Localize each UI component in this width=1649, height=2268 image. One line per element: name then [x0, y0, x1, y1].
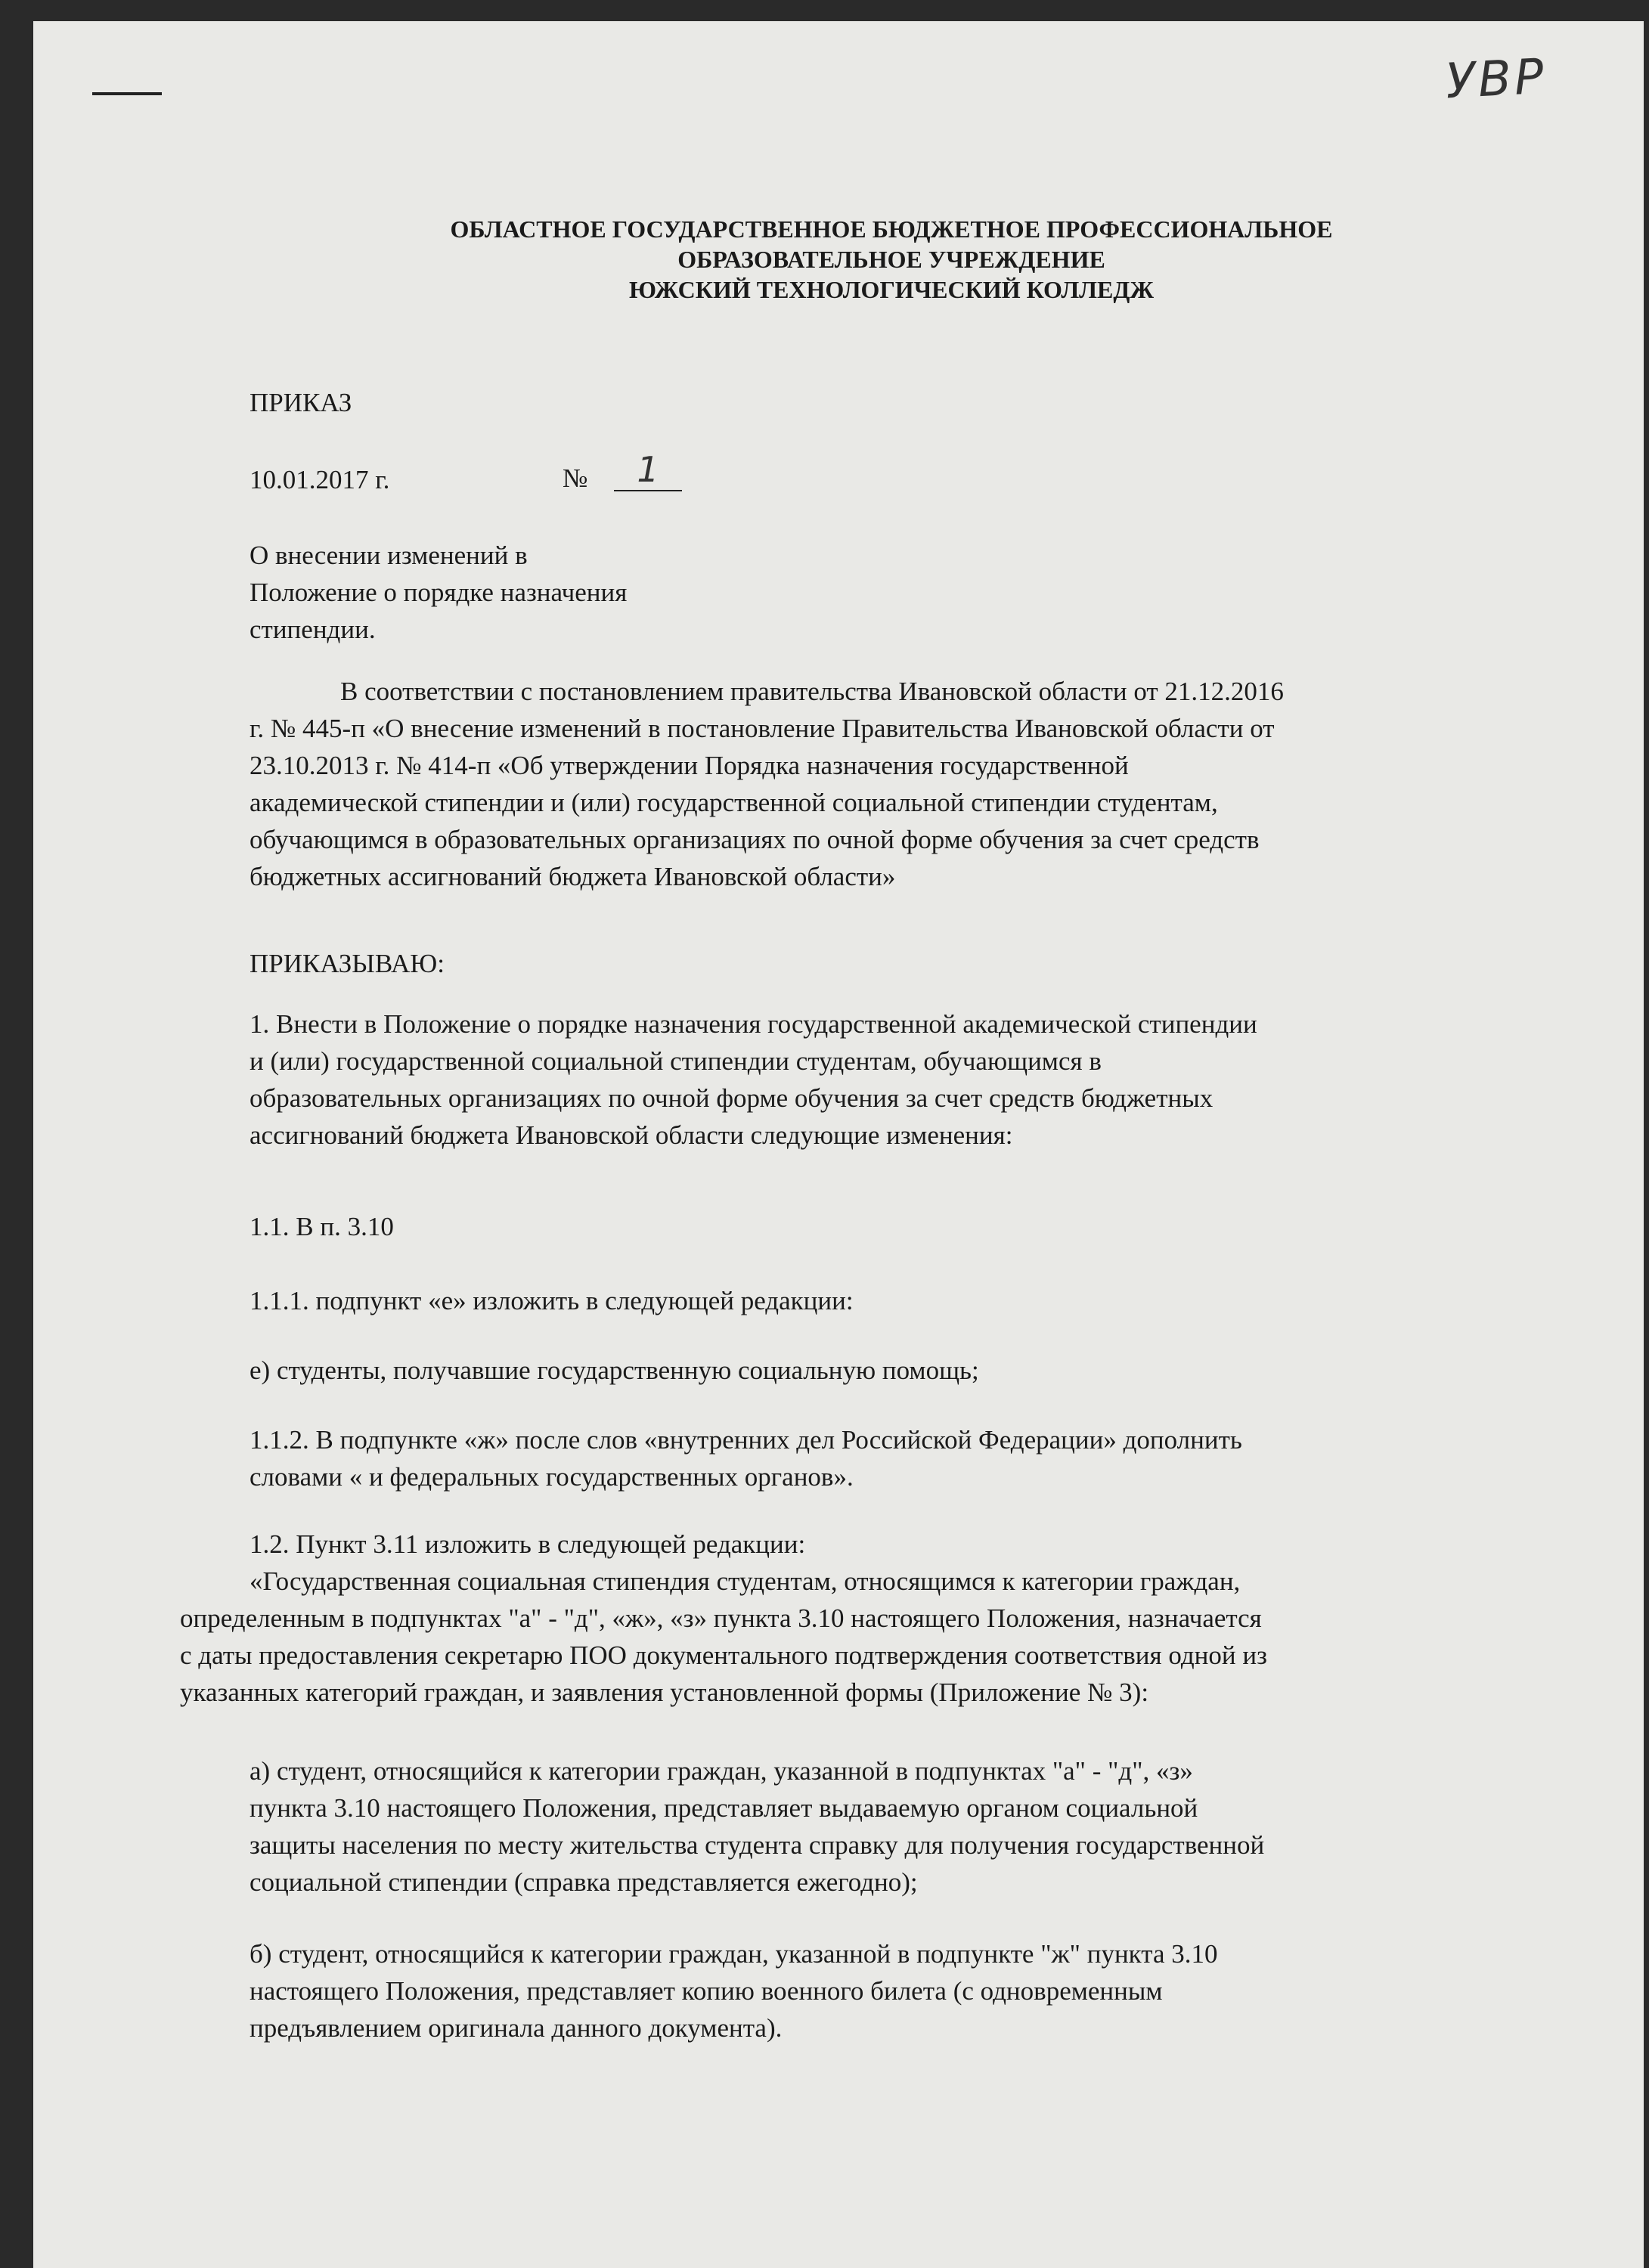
item-1-line: образовательных организациях по очной форме обучения за счет средств бюджетных [250, 1083, 1214, 1113]
item-1-1: 1.1. В п. 3.10 [250, 1212, 394, 1241]
item-1 [250, 1005, 1257, 1154]
item-1-line: и (или) государственной социальной стипендии студентам, обучающимся в [250, 1046, 1102, 1076]
item-b-line: предъявлением оригинала данного документа). [250, 2013, 783, 2043]
order-number: 1 [614, 449, 682, 491]
item-1-1-2-line: 1.1.2. В подпункте «ж» после слов «внутренних дел Российской Федерации» дополнить [250, 1425, 1242, 1455]
subject [250, 537, 627, 648]
item-1-2-title: 1.2. Пункт 3.11 изложить в следующей редакции: [250, 1529, 806, 1559]
preamble-line: г. № 445-п «О внесение изменений в постановление Правительства Ивановской области от [250, 714, 1275, 743]
item-1-2-line: указанных категорий граждан, и заявления установленной формы (Приложение № 3): [180, 1678, 1149, 1707]
item-a-line: защиты населения по месту жительства студента справку для получения государственной [250, 1830, 1265, 1860]
item-b [250, 1935, 1217, 2046]
number-label: № [563, 463, 588, 493]
header-line-1: ОБЛАСТНОЕ ГОСУДАРСТВЕННОЕ БЮДЖЕТНОЕ ПРОФЕССИОНАЛЬНОЕ [450, 215, 1333, 243]
item-a [250, 1752, 1264, 1901]
preamble-line: бюджетных ассигнований бюджета Ивановской области» [250, 862, 896, 891]
item-1-2-line: определенным в подпунктах "а" - "д", «ж», «з» пункта 3.10 настоящего Положения, назначается [180, 1603, 1262, 1633]
item-1-2-body [180, 1563, 1267, 1711]
preamble [250, 673, 1284, 895]
item-a-line: пункта 3.10 настоящего Положения, представляет выдаваемую органом социальной [250, 1793, 1198, 1823]
item-1-1-2 [250, 1421, 1242, 1495]
institution-header [33, 214, 1644, 305]
item-1-line: 1. Внести в Положение о порядке назначения государственной академической стипендии [250, 1009, 1257, 1039]
item-a-line: социальной стипендии (справка представляется ежегодно); [250, 1867, 918, 1897]
order-date: 10.01.2017 г. [250, 465, 390, 494]
doc-type: ПРИКАЗ [250, 388, 352, 417]
header-line-3: ЮЖСКИЙ ТЕХНОЛОГИЧЕСКИЙ КОЛЛЕДЖ [628, 276, 1154, 303]
preamble-line: академической стипендии и (или) государственной социальной стипендии студентам, [250, 788, 1218, 817]
subject-line: О внесении изменений в [250, 541, 528, 570]
header-line-2: ОБРАЗОВАТЕЛЬНОЕ УЧРЕЖДЕНИЕ [677, 246, 1105, 273]
preamble-line: обучающимся в образовательных организациях по очной форме обучения за счет средств [250, 825, 1260, 854]
item-b-line: настоящего Положения, представляет копию военного билета (с одновременным [250, 1976, 1163, 2006]
item-a-line: а) студент, относящийся к категории граждан, указанной в подпунктах "а" - "д", «з» [250, 1756, 1193, 1786]
document-page [33, 21, 1644, 2268]
order-word: ПРИКАЗЫВАЮ: [250, 949, 445, 978]
preamble-line: В соответствии с постановлением правительства Ивановской области от 21.12.2016 [340, 677, 1284, 706]
handwritten-mark: УВР [1444, 48, 1548, 110]
item-b-line: б) студент, относящийся к категории граждан, указанной в подпункте "ж" пункта 3.10 [250, 1939, 1218, 1969]
preamble-line: 23.10.2013 г. № 414-п «Об утверждении Порядка назначения государственной [250, 751, 1129, 780]
item-1-2-line: с даты предоставления секретарю ПОО документального подтверждения соответствия одной из [180, 1641, 1267, 1670]
item-1-1-1: 1.1.1. подпункт «е» изложить в следующей редакции: [250, 1286, 854, 1315]
subject-line: Положение о порядке назначения [250, 578, 628, 607]
item-1-2-line: «Государственная социальная стипендия студентам, относящимся к категории граждан, [250, 1566, 1241, 1596]
subject-line: стипендии. [250, 615, 376, 644]
item-e: е) студенты, получавшие государственную социальную помощь; [250, 1356, 979, 1385]
item-1-1-2-line: словами « и федеральных государственных органов». [250, 1462, 854, 1492]
corner-dash [92, 92, 162, 95]
item-1-line: ассигнований бюджета Ивановской области следующие изменения: [250, 1120, 1013, 1150]
